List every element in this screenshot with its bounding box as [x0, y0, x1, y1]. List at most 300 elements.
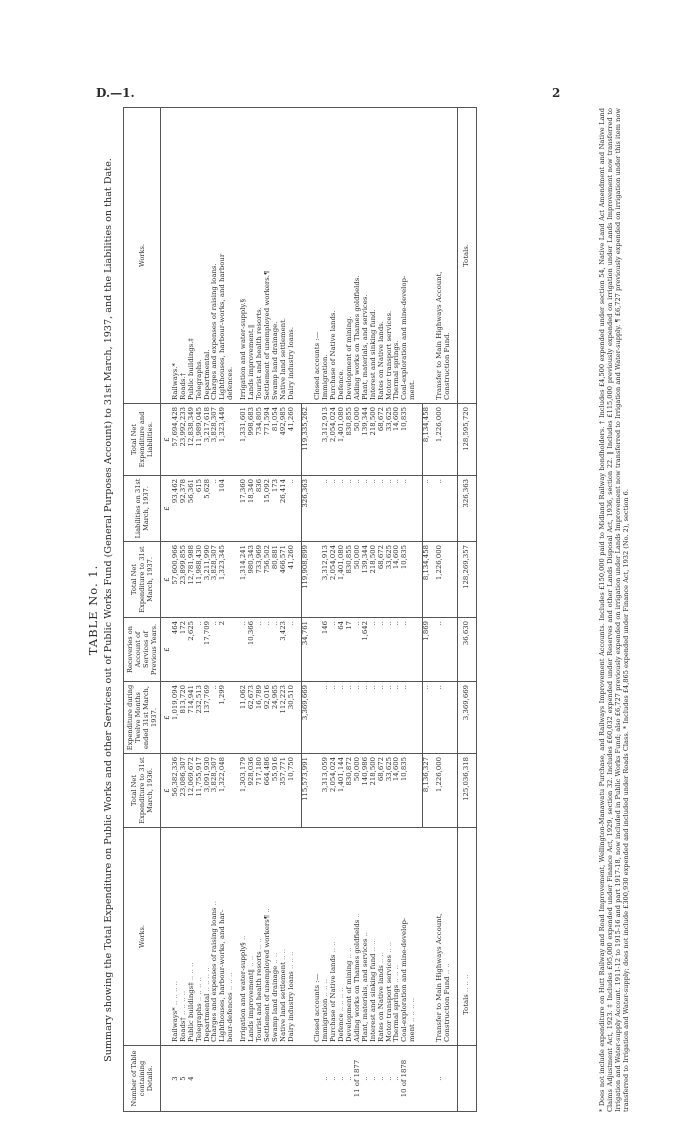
total-1937-cell: 33,625 [386, 542, 394, 618]
expenditure-cell: .. [338, 682, 346, 754]
recoveries-cell: .. [264, 618, 272, 682]
col-works-right: Works. [124, 108, 161, 404]
table-body [161, 108, 477, 1112]
ref-cell [204, 1046, 212, 1112]
works-label: Dairy industry loans [286, 971, 295, 1042]
works-right-cell: Public buildings.‡ [188, 108, 196, 404]
expenditure-cell: 1,019,094 [172, 682, 180, 754]
expenditure-cell: 3,369,669 [301, 682, 309, 754]
total-exp-liab-cell: 492,985 [280, 404, 288, 476]
table-row [227, 108, 235, 1112]
leader-dots: .. .. [254, 938, 263, 950]
recoveries-cell: .. [330, 618, 338, 682]
works-right-cell: Motor transport services. [386, 108, 394, 404]
liabilities-cell: 5,628 [204, 476, 212, 542]
total-1937-cell: 1,226,000 [436, 542, 444, 618]
total-1937-cell: 733,969 [256, 542, 264, 618]
works-right-cell: Settlement of unemployed workers.¶ [264, 108, 272, 404]
liabilities-cell: 92,378 [180, 476, 188, 542]
works-label: Development of mining [345, 960, 354, 1042]
works-right-cell: Immigration. [322, 108, 330, 404]
col-recoveries: Recoveries on Account of Services of Previous Years. [124, 618, 161, 682]
total-exp-liab-cell [409, 404, 417, 476]
liabilities-cell: .. [386, 476, 394, 542]
total-exp-liab-cell: 1,226,000 [436, 404, 444, 476]
works-label: Public buildings‡ [186, 982, 195, 1042]
works-label: Defence [337, 1013, 346, 1042]
table-label: TABLE No. 1. [86, 564, 100, 656]
recoveries-cell: .. [386, 618, 394, 682]
works-right-cell [423, 108, 431, 404]
table-row [188, 108, 196, 1112]
empty-cell [444, 404, 452, 476]
closed-accounts-heading [314, 108, 322, 1112]
total-1936-cell: 1,303,179 [240, 754, 248, 828]
works-cell [444, 828, 452, 1046]
works-right-cell [301, 108, 309, 404]
total-exp-liab-cell: 1,323,449 [219, 404, 227, 476]
works-right-cell: Aiding works on Thames goldfields. [354, 108, 362, 404]
recoveries-cell: .. [370, 618, 378, 682]
expenditure-cell: .. [362, 682, 370, 754]
total-exp-liab-cell: 128,595,720 [457, 404, 476, 476]
table-row [288, 108, 296, 1112]
col-works-left: Works. [124, 828, 161, 1046]
works-right-cell: Closed accounts :— [314, 108, 322, 404]
leader-dots: .. .. .. [286, 951, 295, 969]
works-cell [288, 828, 296, 1046]
leader-dots: .. .. [329, 941, 338, 953]
table-row [172, 108, 180, 1112]
recoveries-cell: 3,423 [280, 618, 288, 682]
col-exp-year: Expenditure during Twelve Months ended 31st March, 1937. [124, 682, 161, 754]
works-label: Motor transport services [384, 954, 393, 1042]
ref-cell [264, 1046, 272, 1112]
ref-cell [457, 1046, 476, 1112]
total-1936-cell: 357,771 [280, 754, 288, 828]
total-1937-cell: 3,828,307 [211, 542, 219, 618]
total-1936-cell: 14,600 [393, 754, 401, 828]
unit-symbol: £ [161, 682, 172, 754]
expenditure-cell: .. [378, 682, 386, 754]
total-1937-cell: 11,988,430 [196, 542, 204, 618]
leader-dots: .. .. .. [461, 974, 470, 992]
total-exp-liab-cell: 1,401,080 [338, 404, 346, 476]
total-1937-cell: 68,672 [378, 542, 386, 618]
liabilities-cell [227, 476, 235, 542]
works-label: ment [408, 1024, 417, 1042]
works-right-cell: ment. [409, 108, 417, 404]
total-1937-cell: 23,899,855 [180, 542, 188, 618]
total-1936-cell: 10,835 [401, 754, 409, 828]
liabilities-cell: 326,363 [457, 476, 476, 542]
leader-dots: .. .. .. [321, 978, 330, 997]
works-label: Lighthouses, harbour-works, and har- [218, 909, 227, 1042]
total-1936-cell: 218,500 [370, 754, 378, 828]
col-total-1937: Total Net Expenditure to 31st March, 1937. [124, 542, 161, 618]
works-label: Transfer to Main Highways Account, [435, 913, 444, 1042]
total-1937-cell: 14,600 [393, 542, 401, 618]
ref-cell [444, 1046, 452, 1112]
expenditure-cell: .. [330, 682, 338, 754]
works-label: Interest and sinking fund [368, 953, 377, 1042]
works-label: Construction Fund [443, 976, 451, 1042]
total-exp-liab-cell: 41,260 [288, 404, 296, 476]
total-exp-liab-cell [227, 404, 235, 476]
works-right-cell: Thermal springs. [393, 108, 401, 404]
subtotal-closed-row [423, 108, 431, 1112]
ref-cell [211, 1046, 219, 1112]
totals-row [457, 108, 476, 1112]
works-right-cell: Interest and sinking fund. [370, 108, 378, 404]
works-cell [457, 828, 476, 1046]
liabilities-cell: .. [370, 476, 378, 542]
total-1936-cell: 928,036 [248, 754, 256, 828]
total-1936-cell: 664,486 [264, 754, 272, 828]
works-label: Plant, materials, and services [360, 938, 369, 1042]
liabilities-cell: 173 [272, 476, 280, 542]
col-ref: Number of Table containing Details. [124, 1046, 161, 1112]
recoveries-cell: 34,761 [301, 618, 309, 682]
total-1937-cell: 1,401,080 [338, 542, 346, 618]
total-1937-cell: 1,323,345 [219, 542, 227, 618]
total-exp-liab-cell: 139,344 [362, 404, 370, 476]
total-1937-cell: 57,600,966 [172, 542, 180, 618]
total-1937-cell: 756,502 [264, 542, 272, 618]
unit-symbol: £ [161, 754, 172, 828]
recoveries-cell: 17,709 [204, 618, 212, 682]
total-1936-cell: 50,000 [354, 754, 362, 828]
works-label: Charges and expenses of raising loans [210, 907, 219, 1042]
total-1937-cell: 119,908,899 [301, 542, 309, 618]
total-exp-liab-cell: 3,312,913 [322, 404, 330, 476]
total-1936-cell: 3,313,059 [322, 754, 330, 828]
total-exp-liab-cell: 50,000 [354, 404, 362, 476]
empty-cell [314, 476, 322, 542]
recoveries-cell: 17 [346, 618, 354, 682]
col-liabilities: Liabilities on 31st March, 1937. [124, 476, 161, 542]
works-label: Totals [461, 994, 470, 1015]
expenditure-cell: 137,769 [204, 682, 212, 754]
leader-dots: .. .. [345, 947, 354, 959]
liabilities-cell: .. [401, 476, 409, 542]
recoveries-cell: 1,642 [362, 618, 370, 682]
expenditure-cell: .. [211, 682, 219, 754]
total-1937-cell: 10,835 [401, 542, 409, 618]
liabilities-cell: .. [423, 476, 431, 542]
recoveries-cell: .. [272, 618, 280, 682]
works-right-cell: defences. [227, 108, 235, 404]
ref-cell [248, 1046, 256, 1112]
total-exp-liab-cell: 11,989,045 [196, 404, 204, 476]
recoveries-cell: .. [436, 618, 444, 682]
total-exp-liab-cell: 830,855 [346, 404, 354, 476]
works-right-cell: Totals. [457, 108, 476, 404]
total-1937-cell: 50,000 [354, 542, 362, 618]
liabilities-cell: 18,340 [248, 476, 256, 542]
liabilities-cell: .. [346, 476, 354, 542]
liabilities-cell: .. [362, 476, 370, 542]
works-label: Tourist and health resorts [254, 951, 263, 1042]
expenditure-cell: 30,510 [288, 682, 296, 754]
recoveries-cell: 1,869 [423, 618, 431, 682]
total-1936-cell: 55,916 [272, 754, 280, 828]
expenditure-cell: 11,062 [240, 682, 248, 754]
expenditure-cell: .. [346, 682, 354, 754]
recoveries-cell: 36,630 [457, 618, 476, 682]
liabilities-cell: .. [322, 476, 330, 542]
works-right-cell: Construction Fund. [444, 108, 452, 404]
leader-dots: .. [360, 932, 369, 937]
leader-dots: .. .. .. [392, 964, 401, 983]
expenditure-cell [227, 682, 235, 754]
total-exp-liab-cell: 8,134,458 [423, 404, 431, 476]
ref-cell [240, 1046, 248, 1112]
leader-dots: .. .. [376, 952, 385, 964]
total-exp-liab-cell: 68,672 [378, 404, 386, 476]
total-1936-cell: 140,986 [362, 754, 370, 828]
liabilities-cell: 15,092 [264, 476, 272, 542]
liabilities-cell: .. [436, 476, 444, 542]
ref-cell [272, 1046, 280, 1112]
recoveries-cell: 172 [180, 618, 188, 682]
doc-id: D.—1. [96, 86, 135, 100]
empty-cell [444, 476, 452, 542]
works-right-cell: Departmental. [204, 108, 212, 404]
total-exp-liab-cell: 2,054,024 [330, 404, 338, 476]
recoveries-cell: .. [288, 618, 296, 682]
total-1937-cell: 80,881 [272, 542, 280, 618]
works-right-cell: Rates on Native lands. [378, 108, 386, 404]
empty-cell [444, 682, 452, 754]
works-label: Lands improvement‖ [247, 968, 256, 1042]
total-1936-cell [409, 754, 417, 828]
total-exp-liab-cell: 218,500 [370, 404, 378, 476]
empty-cell [444, 754, 452, 828]
works-right-cell: Coal-exploration and mine-develop- [401, 108, 409, 404]
total-1936-cell [227, 754, 235, 828]
recoveries-cell [227, 618, 235, 682]
unit-symbol: £ [161, 476, 172, 542]
total-1937-cell: 466,571 [280, 542, 288, 618]
works-cell [301, 828, 309, 1046]
works-right-cell: Irrigation and water-supply.§ [240, 108, 248, 404]
works-right-cell: Railways.* [172, 108, 180, 404]
total-1936-cell: 23,086,307 [180, 754, 188, 828]
leader-dots: .. .. [384, 941, 393, 953]
table-row [409, 108, 417, 1112]
works-right-cell: Roads.† [180, 108, 188, 404]
works-cell [409, 828, 417, 1046]
total-1937-cell: 830,855 [346, 542, 354, 618]
liabilities-cell: .. [338, 476, 346, 542]
ref-cell: .. [362, 1046, 370, 1112]
leader-dots: .. [352, 913, 361, 918]
total-exp-liab-cell: 12,838,349 [188, 404, 196, 476]
col-total-1936: Total Net Expenditure to 31st March, 1936. [124, 754, 161, 828]
ref-cell [227, 1046, 235, 1112]
total-1937-cell: 1,314,241 [240, 542, 248, 618]
total-1936-cell: 830,872 [346, 754, 354, 828]
total-1936-cell: 3,828,307 [211, 754, 219, 828]
total-1936-cell: 717,180 [256, 754, 264, 828]
liabilities-cell: .. [354, 476, 362, 542]
liabilities-cell: 836 [256, 476, 264, 542]
leader-dots: .. .. [443, 963, 451, 975]
total-exp-liab-cell: 33,625 [386, 404, 394, 476]
total-exp-liab-cell: 57,694,428 [172, 404, 180, 476]
total-1936-cell: 1,322,048 [219, 754, 227, 828]
unit-symbol: £ [161, 618, 172, 682]
works-right-cell: Tourist and health resorts. [256, 108, 264, 404]
ref-cell [219, 1046, 227, 1112]
works-label: Immigration [321, 998, 330, 1042]
total-1936-cell: 10,750 [288, 754, 296, 828]
total-1936-cell: 11,755,917 [196, 754, 204, 828]
total-1936-cell: 8,136,327 [423, 754, 431, 828]
expenditure-cell: 16,789 [256, 682, 264, 754]
works-label: Thermal springs [392, 984, 401, 1042]
expenditure-cell: .. [386, 682, 394, 754]
liabilities-cell: .. [330, 476, 338, 542]
expenditure-cell [409, 682, 417, 754]
expenditure-cell: 714,941 [188, 682, 196, 754]
ref-cell: .. [393, 1046, 401, 1112]
leader-dots: .. .. .. .. [170, 980, 179, 1006]
total-1937-cell: 139,344 [362, 542, 370, 618]
leader-dots: .. .. .. [186, 962, 195, 981]
recoveries-cell: .. [393, 618, 401, 682]
total-1936-cell: 68,672 [378, 754, 386, 828]
total-1937-cell: 218,500 [370, 542, 378, 618]
ref-cell: .. [436, 1046, 444, 1112]
table-subtitle: Summary showing the Total Expenditure on Public Works and other Services out of Public Works Fund (General Purposes Account) to 31st March, 1937, and the Liabilities on that Date. [103, 158, 114, 1062]
liabilities-cell: 104 [219, 476, 227, 542]
ref-cell: .. [330, 1046, 338, 1112]
total-1936-cell: 1,401,144 [338, 754, 346, 828]
expenditure-cell: 24,965 [272, 682, 280, 754]
leader-dots: .. [262, 908, 271, 913]
col-exp-and-liab: Total Net Expenditure and Liabilities. [124, 404, 161, 476]
total-1937-cell: 2,054,024 [330, 542, 338, 618]
footnote: * Does not include expenditure on Hutt Railway and Road Improvement, Wellington-Manawatu Purchase, and Railways Improvement Accounts. Includes £150,000 paid to Midland Railway bondholders. † Includes £4,500 expended under section 54, Native Land Act Amendment and Native Land Claims Adjustment Act, 1923. ‡ Includes £95,000 expended under Finance Act, 1929, section 32. Includes £60,032 expended under Reserves and other Lands Disposal Act, 1936, section 22. ‖ Includes £115,000 previously expended on irrigation under Lands Improvement now transferred to Irrigation and Water-supply Account. 1911-12 to 1915-16 and part 1917-18, now included in Public Works Fund; also £6,727 previously expended on irrigation under Lands Improvement now transferred to Irrigation and Water-supply. ¶ £6,727 previously expended on irrigation under this item now transferred to Irrigation and Water-supply; does not include £300,930 expended and included under Roads Class. * Includes £4,865 expended under Finance Act, 1932 (No. 2), section 6. [598, 108, 630, 1112]
recoveries-cell: 146 [322, 618, 330, 682]
liabilities-cell [409, 476, 417, 542]
recoveries-cell: .. [354, 618, 362, 682]
total-1936-cell: 3,091,930 [204, 754, 212, 828]
liabilities-cell: .. [288, 476, 296, 542]
page-number: 2 [552, 86, 561, 100]
subtotal-main-row [301, 108, 309, 1112]
works-cell [227, 828, 235, 1046]
leader-dots: .. .. .. .. [337, 987, 346, 1012]
total-1937-cell [409, 542, 417, 618]
ref-cell: 10 of 1878 [401, 1046, 409, 1112]
recoveries-cell [409, 618, 417, 682]
ref-cell: 3 [172, 1046, 180, 1112]
recoveries-cell: 10,366 [248, 618, 256, 682]
works-right-cell: Telegraphs. [196, 108, 204, 404]
total-1937-cell [227, 542, 235, 618]
liabilities-cell: 56,361 [188, 476, 196, 542]
transfer-row [436, 108, 444, 1112]
total-exp-liab-cell: 3,828,307 [211, 404, 219, 476]
works-label: Swamp land drainage [270, 965, 279, 1042]
leader-dots: .. .. .. .. [202, 967, 211, 992]
ref-cell [301, 1046, 309, 1112]
ref-cell: .. [370, 1046, 378, 1112]
expenditure-cell: .. [423, 682, 431, 754]
leader-dots: .. .. .. [226, 972, 235, 991]
recoveries-cell: 2 [219, 618, 227, 682]
total-1937-cell: 128,269,357 [457, 542, 476, 618]
total-1936-cell: 2,054,024 [330, 754, 338, 828]
works-label: Railways* [170, 1007, 179, 1042]
ref-cell: .. [378, 1046, 386, 1112]
expenditure-cell: 232,513 [196, 682, 204, 754]
unit-symbol: £ [161, 404, 172, 476]
leader-dots: .. .. [270, 952, 279, 964]
leader-dots: .. [210, 900, 219, 906]
ref-cell [280, 1046, 288, 1112]
total-exp-liab-cell: 14,600 [393, 404, 401, 476]
recoveries-cell: 2,625 [188, 618, 196, 682]
ref-cell: .. [338, 1046, 346, 1112]
empty-cell [444, 618, 452, 682]
liabilities-cell: .. [211, 476, 219, 542]
works-label: Telegraphs [194, 1003, 203, 1042]
works-right-cell: Native land settlement. [280, 108, 288, 404]
works-right-cell: Purchase of Native lands. [330, 108, 338, 404]
liabilities-cell: 615 [196, 476, 204, 542]
recoveries-cell: .. [256, 618, 264, 682]
table-row [386, 108, 394, 1112]
table-row [180, 108, 188, 1112]
total-1936-cell: 125,036,318 [457, 754, 476, 828]
works-label: Aiding works on Thames goldfields [352, 919, 361, 1042]
table-row [401, 108, 409, 1112]
summary-table [123, 107, 477, 1112]
total-exp-liab-cell: 119,335,262 [301, 404, 309, 476]
leader-dots: .. [239, 935, 248, 941]
ref-cell: .. [346, 1046, 354, 1112]
leader-dots: .. .. [247, 955, 256, 967]
total-exp-liab-cell: 3,217,618 [204, 404, 212, 476]
empty-cell [444, 542, 452, 618]
recoveries-cell: 64 [338, 618, 346, 682]
total-exp-liab-cell: 23,992,233 [180, 404, 188, 476]
total-1937-cell: 3,312,913 [322, 542, 330, 618]
works-label: Settlement of unemployed workers¶ [262, 914, 271, 1042]
ref-cell [196, 1046, 204, 1112]
total-exp-liab-cell: 998,683 [248, 404, 256, 476]
total-exp-liab-cell: 771,594 [264, 404, 272, 476]
works-label: bour-defences [226, 992, 235, 1042]
expenditure-cell: .. [401, 682, 409, 754]
total-1937-cell: 8,134,458 [423, 542, 431, 618]
liabilities-cell: 326,363 [301, 476, 309, 542]
expenditure-cell: .. [322, 682, 330, 754]
works-right-cell: Dairy industry loans. [288, 108, 296, 404]
total-1937-cell: 41,260 [288, 542, 296, 618]
rotated-page [86, 108, 646, 1112]
expenditure-cell: .. [370, 682, 378, 754]
table-row [330, 108, 338, 1112]
expenditure-cell: 1,299 [219, 682, 227, 754]
expenditure-cell: 62,673 [248, 682, 256, 754]
works-right-cell: Development of mining. [346, 108, 354, 404]
ref-cell [409, 1046, 417, 1112]
